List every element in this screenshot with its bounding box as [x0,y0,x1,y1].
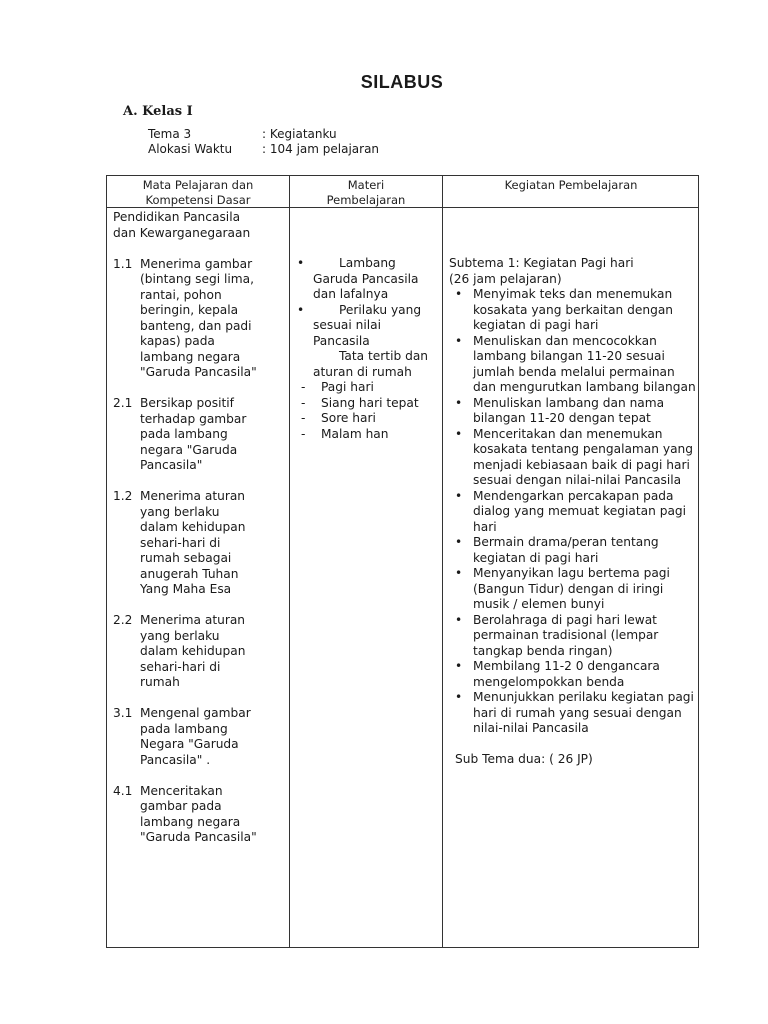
kegiatan-bullet [449,396,699,427]
kd-list [113,257,289,846]
kegiatan-list [449,287,699,737]
kegiatan-bullet [449,427,699,489]
kegiatan-bullet [449,535,699,566]
materi-plain [297,349,437,380]
kd-text: yang berlaku dalam kehidupan sehari-hari di rumah [140,628,246,689]
header-materi: Materi Pembelajaran [326,178,406,207]
meta-value: : Kegiatanku [262,127,337,141]
kegiatan-bullet [449,613,699,660]
kegiatan-text: Menyimak teks dan menemukan kosakata yang berkaitan dengan kegiatan di pagi hari [473,287,674,332]
materi-column [297,256,437,442]
kegiatan-text: Mendengarkan percakapan pada dialog yang memuat kegiatan pagi hari [473,488,687,534]
materi-dash-item [297,411,437,427]
kd-number: 2.2 [113,613,133,627]
column-divider [289,176,290,947]
column-divider [442,176,443,947]
kegiatan-text: Menceritakan dan menemukan kosakata tentang pengalaman yang menjadi kebiasaan baik di pagi hari sesuai dengan nilai-nilai Pancasila [473,426,694,487]
subject-name: Pendidikan Pancasila dan Kewarganegaraan [113,210,251,240]
meta-value: : 104 jam pelajaran [262,142,380,156]
kd-text: pada lambang Negara "Garuda Pancasila" . [140,721,239,767]
document-title: SILABUS [360,72,444,92]
dash-icon: - [301,426,306,441]
kd-number: 1.2 [113,489,133,503]
kegiatan-text: Membilang 11-2 0 dengancara mengelompokkan benda [473,659,660,689]
kd-item [113,396,289,474]
materi-text: Perilaku yang sesuai nilai Pancasila [313,302,422,348]
dash-icon: - [301,411,306,425]
kegiatan-text: Menyanyikan lagu bertema pagi (Bangun Tidur) dengan di iringi musik / elemen bunyi [473,566,670,611]
kompetensi-column [113,210,289,846]
materi-text: Tata tertib dan aturan di rumah [313,349,429,379]
kd-first-line [113,257,289,273]
materi-dash-item [297,396,437,412]
kd-text: yang berlaku dalam kehidupan sehari-hari di rumah sebagai anugerah Tuhan Yang Maha Esa [140,504,246,596]
bullet-icon: • [455,395,463,410]
meta-key: Alokasi Waktu [148,142,233,156]
materi-dash-text: Malam han [321,426,389,441]
kegiatan-bullet [449,287,699,334]
kd-text: (bintang segi lima, rantai, pohon beringin, kepala banteng, dan padi kapas) pada lambang negara "Garuda Pancasila" [140,272,257,379]
kd-first-text: Mengenal gambar [140,706,251,720]
materi-dash-item [297,427,437,443]
kegiatan-bullet [449,690,699,737]
kegiatan-bullet [449,489,699,536]
kegiatan-bullet [449,334,699,396]
bullet-icon: • [455,488,463,503]
bullet-icon: • [455,333,463,348]
kd-number: 2.1 [113,396,133,410]
bullet-icon: • [455,690,463,704]
bullet-icon: • [455,566,463,580]
bullet-icon: • [297,302,305,317]
kd-text: terhadap gambar pada lambang negara "Garuda Pancasila" [140,411,247,472]
subtema-two: Sub Tema dua: ( 26 JP) [455,752,593,766]
kegiatan-bullet [449,659,699,690]
materi-bullet [297,256,437,303]
kd-number: 3.1 [113,706,133,720]
kd-item [113,613,289,691]
materi-dash-text: Sore hari [321,411,376,425]
kd-first-line [113,784,289,800]
header-kegiatan: Kegiatan Pembelajaran [504,178,638,192]
kd-number: 1.1 [113,256,133,271]
kd-first-text: Bersikap positif [140,396,234,410]
dash-icon: - [301,395,306,410]
materi-dash-item [297,380,437,396]
syllabus-table [106,175,699,948]
kd-first-text: Menceritakan [140,783,223,798]
section-heading: A. Kelas I [123,104,193,119]
kegiatan-text: Bermain drama/peran tentang kegiatan di pagi hari [473,535,659,565]
bullet-icon: • [455,535,463,549]
materi-dash-text: Siang hari tepat [321,395,419,410]
bullet-icon: • [455,659,463,673]
materi-text: Lambang Garuda Pancasila dan lafalnya [313,256,419,301]
kegiatan-column [449,256,699,768]
meta-row-tema [148,126,337,142]
subtema-heading: Subtema 1: Kegiatan Pagi hari (26 jam pelajaran) [449,256,634,286]
kd-text: gambar pada lambang negara "Garuda Pancasila" [140,799,257,844]
kegiatan-bullet [449,566,699,613]
bullet-icon: • [455,287,463,301]
bullet-icon: • [455,426,463,441]
kd-first-line [113,489,289,505]
kd-item [113,257,289,381]
kd-first-line [113,613,289,629]
kd-item [113,784,289,846]
kd-first-line [113,706,289,722]
bullet-icon: • [455,612,463,627]
kd-number: 4.1 [113,783,133,798]
materi-list [297,256,437,442]
kd-item [113,489,289,598]
kd-first-text: Menerima aturan [140,613,246,627]
kd-item [113,706,289,768]
kd-first-text: Menerima gambar [140,256,253,271]
kegiatan-text: Berolahraga di pagi hari lewat permainan tradisional (lempar tangkap benda ringan) [473,612,659,658]
meta-key: Tema 3 [148,127,192,141]
kegiatan-text: Menuliskan lambang dan nama bilangan 11-20 dengan tepat [473,395,665,425]
kegiatan-text: Menunjukkan perilaku kegiatan pagi hari di rumah yang sesuai dengan nilai-nilai Pancasila [473,690,694,735]
kd-first-line [113,396,289,412]
bullet-icon: • [297,256,305,270]
dash-icon: - [301,380,306,394]
materi-bullet [297,303,437,350]
meta-row-alokasi [148,141,379,157]
kd-first-text: Menerima aturan [140,489,246,503]
header-kompetensi: Mata Pelajaran dan Kompetensi Dasar [142,178,254,207]
materi-dash-text: Pagi hari [321,380,374,394]
kegiatan-text: Menuliskan dan mencocokkan lambang bilangan 11-20 sesuai jumlah benda melalui permainan dan mengurutkan lambang bilangan [473,333,696,394]
